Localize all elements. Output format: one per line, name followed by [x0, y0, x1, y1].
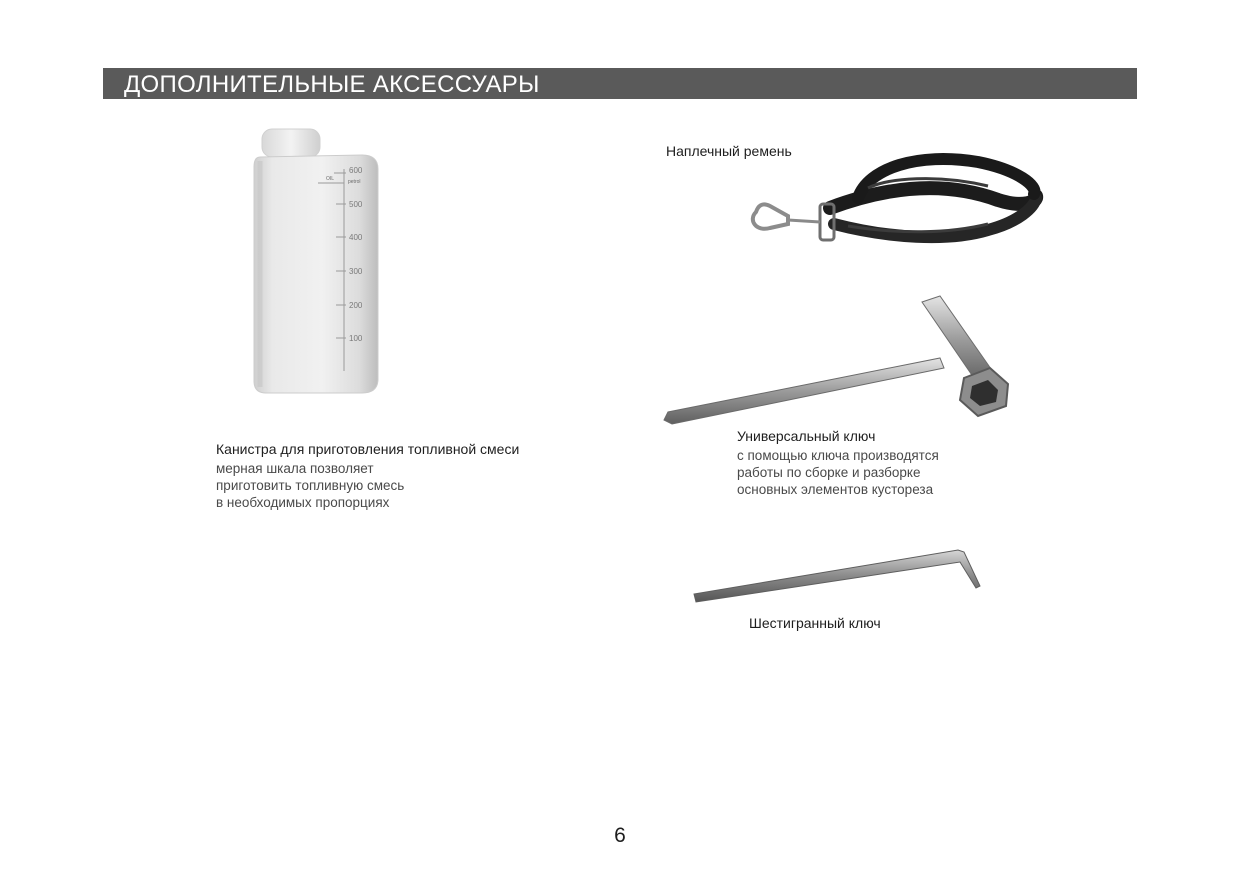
scale-mark-200: 200: [349, 301, 363, 310]
scale-oil-label: OIL: [326, 176, 335, 182]
section-header: [103, 68, 1137, 99]
page-number: 6: [614, 824, 626, 847]
wrench-description-line: работы по сборке и разборке: [737, 465, 921, 480]
strap-image: [748, 138, 1044, 250]
canister-description-line: мерная шкала позволяет: [216, 461, 374, 476]
wrench-title: Универсальный ключ: [737, 428, 876, 444]
wrench-description: [737, 447, 939, 498]
scale-petrol-label: petrol: [348, 179, 361, 185]
canister-description-line: в необходимых пропорциях: [216, 495, 390, 510]
hex-key-image: [690, 538, 986, 608]
scale-mark-400: 400: [349, 233, 363, 242]
strap-title: Наплечный ремень: [666, 143, 792, 159]
canister-description: [216, 460, 404, 511]
section-title: ДОПОЛНИТЕЛЬНЫЕ АКСЕССУАРЫ: [124, 71, 540, 98]
scale-mark-100: 100: [349, 334, 363, 343]
wrench-description-line: основных элементов кустореза: [737, 482, 934, 497]
scale-mark-500: 500: [349, 200, 363, 209]
scale-mark-300: 300: [349, 267, 363, 276]
wrench-description-line: с помощью ключа производятся: [737, 448, 939, 463]
canister-description-line: приготовить топливную смесь: [216, 478, 405, 493]
hex-key-title: Шестигранный ключ: [749, 615, 881, 631]
scale-mark-600: 600: [349, 166, 363, 175]
canister-image: [250, 125, 390, 397]
universal-wrench-image: [660, 288, 1024, 428]
canister-title: Канистра для приготовления топливной смеси: [216, 441, 520, 457]
